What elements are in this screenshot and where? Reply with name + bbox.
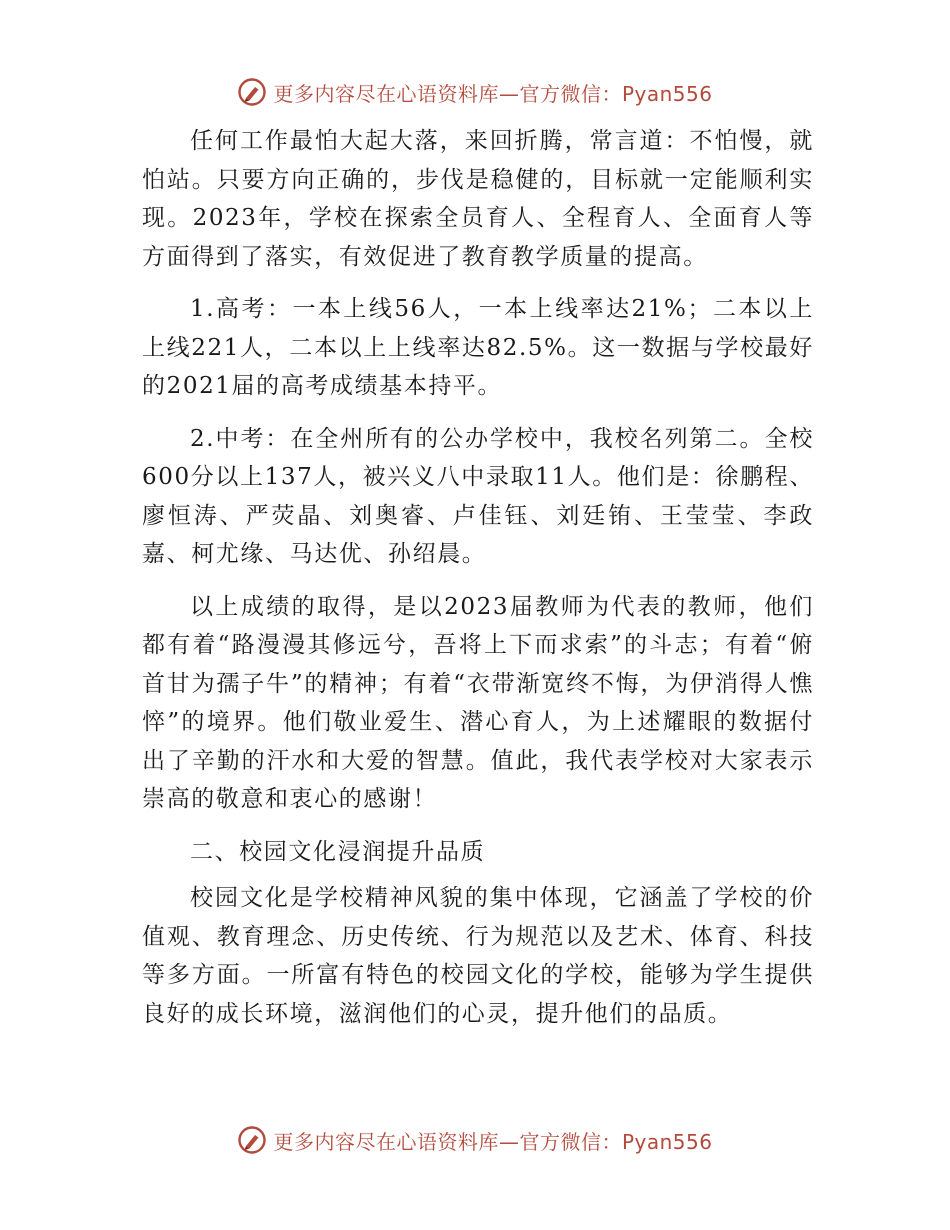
section-heading: 二、校园文化浸润提升品质 [190, 838, 486, 865]
banner-text: 更多内容尽在心语资料库—官方微信：Pyan556 [273, 81, 713, 106]
document-body [142, 122, 814, 1047]
paragraph-zhongkao: 2.中考：在全州所有的公办学校中，我校名列第二。全校600分以上137人，被兴义八中录取11人。他们是：徐鹏程、廖恒涛、严荧晶、刘奥睿、卢佳钰、刘廷铕、王莹莹、李政嘉、柯尤缘、马达优、孙绍晨。 [142, 425, 814, 567]
pen-logo-icon [237, 1125, 267, 1155]
paragraph-gaokao: 1.高考：一本上线56人，一本上线率达21%；二本以上上线221人，二本以上上线率达82.5%。这一数据与学校最好的2021届的高考成绩基本持平。 [142, 296, 814, 399]
paragraph-culture: 校园文化是学校精神风貌的集中体现，它涵盖了学校的价值观、教育理念、历史传统、行为规范以及艺术、体育、科技等多方面。一所富有特色的校园文化的学校，能够为学生提供良好的成长环境，滋润他们的心灵，提升他们的品质。 [142, 885, 814, 1027]
paragraph-intro: 任何工作最怕大起大落，来回折腾，常言道：不怕慢，就怕站。只要方向正确的，步伐是稳健的，目标就一定能顺利实现。2023年，学校在探索全员育人、全程育人、全面育人等方面得到了落实，有效促进了教育教学质量的提高。 [142, 128, 814, 270]
pen-logo-icon [237, 77, 267, 107]
footer-banner [0, 1120, 950, 1160]
banner-text: 更多内容尽在心语资料库—官方微信：Pyan556 [273, 1129, 713, 1154]
paragraph-teachers: 以上成绩的取得，是以2023届教师为代表的教师，他们都有着“路漫漫其修远兮，吾将上下而求索”的斗志；有着“俯首甘为孺子牛”的精神；有着“衣带渐宽终不悔，为伊消得人憔悴”的境界。他们敬业爱生、潜心育人，为上述耀眼的数据付出了辛勤的汗水和大爱的智慧。值此，我代表学校对大家表示崇高的敬意和衷心的感谢！ [142, 593, 814, 812]
header-banner [0, 72, 950, 112]
